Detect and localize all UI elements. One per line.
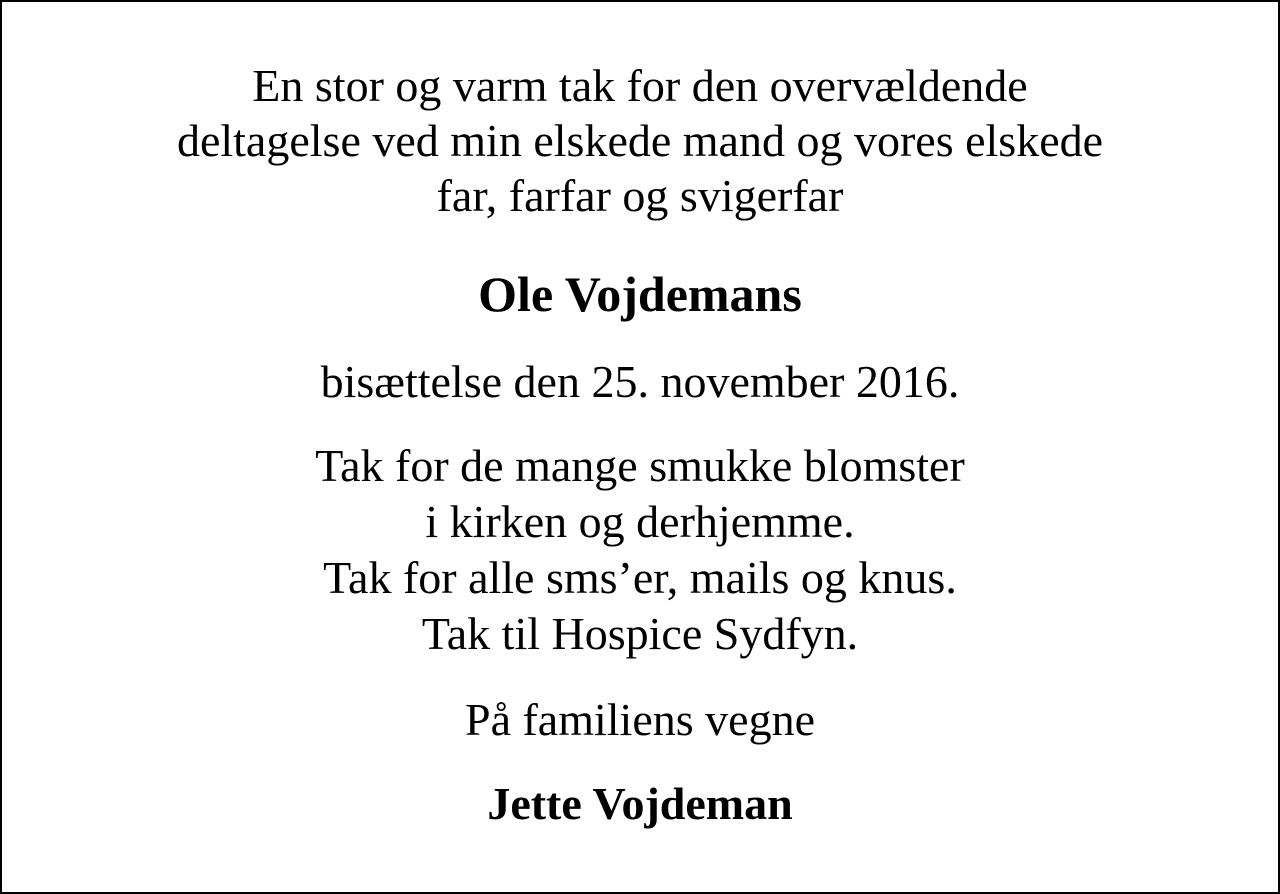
thanks-line-4: Tak til Hospice Sydfyn. xyxy=(421,608,859,659)
thanks-line-3: Tak for alle sms’er, mails og knus. xyxy=(323,552,957,603)
intro-text xyxy=(2,58,1278,223)
thanks-text xyxy=(2,438,1278,662)
funeral-date-line: bisættelse den 25. november 2016. xyxy=(320,356,960,407)
intro-line-1: En stor og varm tak for den overvældende xyxy=(252,60,1028,111)
signature-name: Jette Vojdeman xyxy=(487,778,793,829)
intro-line-3: far, farfar og svigerfar xyxy=(436,170,844,221)
intro-line-2: deltagelse ved min elskede mand og vores elskede xyxy=(176,115,1104,166)
deceased-name: Ole Vojdemans xyxy=(478,266,802,322)
thanks-line-2: i kirken og derhjemme. xyxy=(425,496,855,547)
thanks-line-1: Tak for de mange smukke blomster xyxy=(315,440,965,491)
on-behalf-line: På familiens vegne xyxy=(464,694,815,745)
